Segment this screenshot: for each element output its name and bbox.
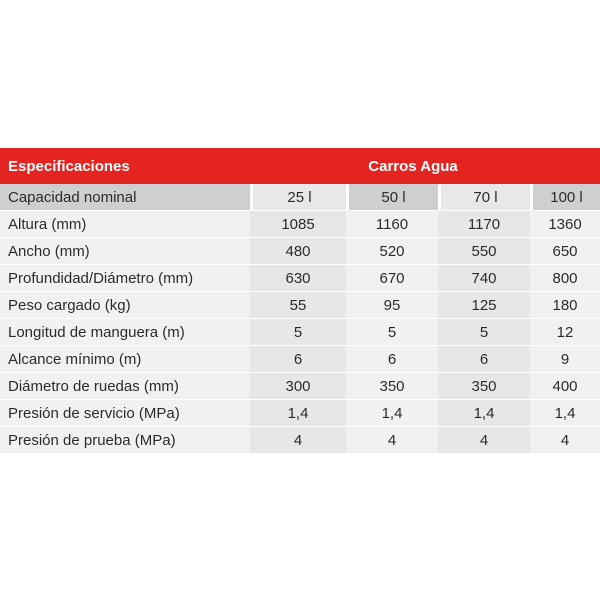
cell-value: 1160 bbox=[375, 215, 409, 233]
cell-value: 740 bbox=[438, 265, 530, 291]
cell-value: 4 bbox=[387, 431, 397, 449]
cell-value: 1,4 bbox=[381, 404, 403, 422]
cell-value: 300 bbox=[250, 373, 346, 399]
cell-value: 25 l bbox=[250, 184, 346, 210]
cell-value: 6 bbox=[250, 346, 346, 372]
cell-value: 1,4 bbox=[554, 404, 576, 422]
row-label: Diámetro de ruedas (mm) bbox=[8, 377, 179, 395]
row-label: Presión de prueba (MPa) bbox=[8, 431, 176, 449]
row-label: Ancho (mm) bbox=[8, 242, 90, 260]
cell-value: 550 bbox=[438, 238, 530, 264]
table-row bbox=[0, 319, 600, 345]
cell-value: 1,4 bbox=[250, 400, 346, 426]
row-label: Alcance mínimo (m) bbox=[8, 350, 142, 368]
table-row bbox=[0, 373, 600, 399]
cell-value: 650 bbox=[552, 242, 578, 260]
cell-value: 55 bbox=[250, 292, 346, 318]
cell-value: 350 bbox=[438, 373, 530, 399]
table-row bbox=[0, 400, 600, 426]
row-label: Presión de servicio (MPa) bbox=[8, 404, 180, 422]
cell-value: 70 l bbox=[438, 184, 530, 210]
cell-value: 4 bbox=[438, 427, 530, 453]
cell-value: 350 bbox=[379, 377, 405, 395]
header-specifications: Especificaciones bbox=[8, 157, 130, 175]
cell-value: 480 bbox=[250, 238, 346, 264]
cell-value: 630 bbox=[250, 265, 346, 291]
cell-value: 50 l bbox=[346, 184, 438, 210]
table-row bbox=[0, 427, 600, 453]
row-label: Longitud de manguera (m) bbox=[8, 323, 185, 341]
cell-value: 520 bbox=[379, 242, 405, 260]
header-product: Carros Agua bbox=[368, 157, 458, 175]
table-row bbox=[0, 184, 600, 210]
cell-value: 125 bbox=[438, 292, 530, 318]
cell-value: 95 bbox=[383, 296, 401, 314]
row-label: Peso cargado (kg) bbox=[8, 296, 131, 314]
cell-value: 1,4 bbox=[438, 400, 530, 426]
row-label: Capacidad nominal bbox=[8, 188, 137, 206]
table-row bbox=[0, 292, 600, 318]
cell-value: 1360 bbox=[548, 215, 582, 233]
cell-value: 6 bbox=[438, 346, 530, 372]
row-label: Profundidad/Diámetro (mm) bbox=[8, 269, 194, 287]
cell-value: 5 bbox=[250, 319, 346, 345]
table-header bbox=[0, 148, 600, 184]
cell-value: 4 bbox=[560, 431, 570, 449]
cell-value: 100 l bbox=[530, 184, 600, 210]
table-row bbox=[0, 238, 600, 264]
table-row bbox=[0, 346, 600, 372]
cell-value: 1170 bbox=[438, 211, 530, 237]
cell-value: 800 bbox=[552, 269, 578, 287]
cell-value: 9 bbox=[560, 350, 570, 368]
cell-value: 180 bbox=[552, 296, 578, 314]
cell-value: 5 bbox=[387, 323, 397, 341]
cell-value: 5 bbox=[438, 319, 530, 345]
cell-value: 12 bbox=[556, 323, 574, 341]
cell-value: 6 bbox=[387, 350, 397, 368]
cell-value: 1085 bbox=[250, 211, 346, 237]
row-label: Altura (mm) bbox=[8, 215, 87, 233]
cell-value: 4 bbox=[250, 427, 346, 453]
cell-value: 400 bbox=[552, 377, 578, 395]
cell-value: 670 bbox=[379, 269, 405, 287]
table-row bbox=[0, 211, 600, 237]
table-row bbox=[0, 265, 600, 291]
spec-table bbox=[0, 148, 600, 453]
